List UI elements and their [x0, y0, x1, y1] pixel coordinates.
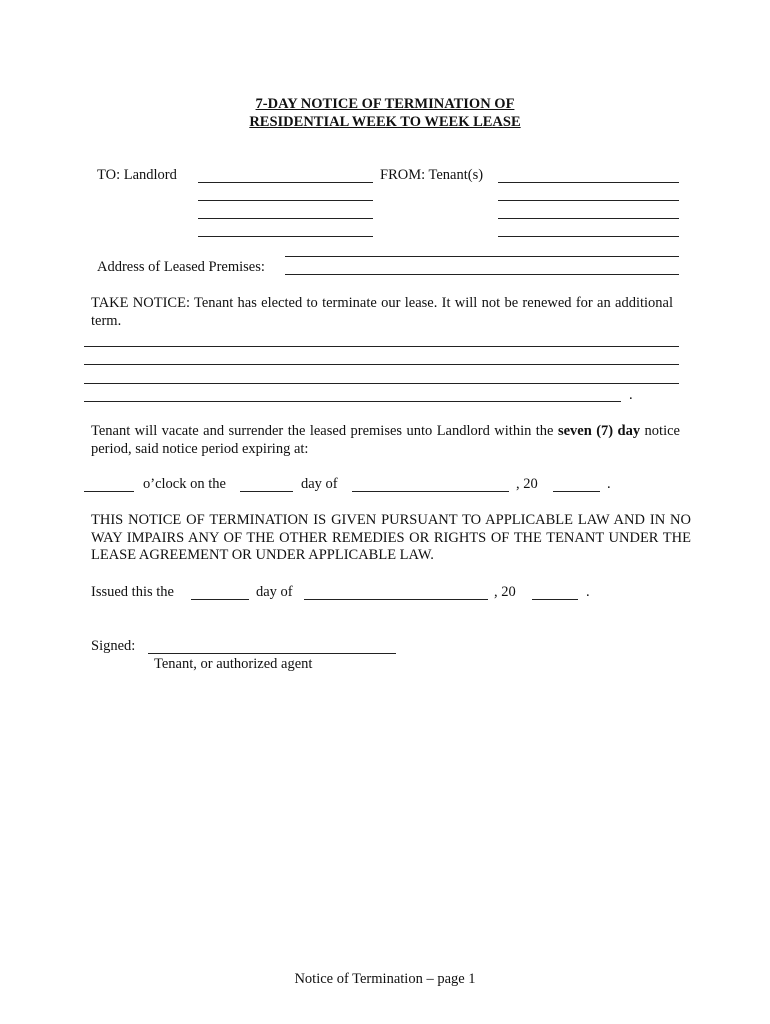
tenant-name-line-5[interactable] [285, 256, 679, 257]
address-label: Address of Leased Premises: [97, 259, 265, 275]
expiry-day-of-label: day of [301, 476, 338, 492]
page-footer: Notice of Termination – page 1 [294, 971, 476, 987]
tenant-name-line-3[interactable] [498, 218, 679, 219]
vacate-paragraph [91, 423, 680, 458]
notice-blank-line-1[interactable] [84, 346, 679, 347]
landlord-name-line-1[interactable] [198, 182, 373, 183]
signed-label: Signed: [91, 638, 136, 654]
expiry-year-line[interactable] [553, 491, 600, 492]
vacate-text-before: Tenant will vacate and surrender the leased premises unto Landlord within the [91, 423, 558, 439]
expiry-end-dot: . [607, 476, 611, 492]
document-title-line-2: RESIDENTIAL WEEK TO WEEK LEASE [249, 114, 521, 130]
issued-label: Issued this the [91, 584, 174, 600]
from-tenant-label: FROM: Tenant(s) [380, 167, 484, 183]
law-notice-paragraph: THIS NOTICE OF TERMINATION IS GIVEN PURSUANT TO APPLICABLE LAW AND IN NO WAY IMPAIRS ANY OF THE OTHER REMEDIES OR RIGHTS OF THE TENANT UNDER THE LEASE AGREEMENT OR UNDER APPLICABLE LAW. [91, 512, 691, 563]
signature-line[interactable] [148, 653, 396, 654]
signer-caption: Tenant, or authorized agent [154, 656, 313, 672]
to-landlord-label: TO: Landlord [97, 167, 177, 183]
issued-day-line[interactable] [191, 599, 249, 600]
expiry-hour-line[interactable] [84, 491, 134, 492]
tenant-name-line-1[interactable] [498, 182, 679, 183]
tenant-name-line-4[interactable] [498, 236, 679, 237]
expiry-year-prefix: , 20 [516, 476, 538, 492]
issued-year-prefix: , 20 [494, 584, 516, 600]
document-title-line-1: 7-DAY NOTICE OF TERMINATION OF [255, 96, 515, 112]
issued-end-dot: . [586, 584, 590, 600]
notice-blank-line-2[interactable] [84, 364, 679, 365]
notice-period-dot: . [629, 387, 633, 403]
vacate-text-after: notice period, said notice period expiring at: [91, 423, 680, 457]
expiry-month-line[interactable] [352, 491, 509, 492]
expiry-oclock-label: o’clock on the [143, 476, 226, 492]
issued-month-line[interactable] [304, 599, 488, 600]
address-line[interactable] [285, 274, 679, 275]
landlord-name-line-4[interactable] [198, 236, 373, 237]
expiry-day-line[interactable] [240, 491, 293, 492]
notice-blank-line-3[interactable] [84, 383, 679, 384]
issued-day-of-label: day of [256, 584, 293, 600]
issued-year-line[interactable] [532, 599, 578, 600]
vacate-bold-period: seven (7) day [557, 423, 641, 439]
take-notice-paragraph: TAKE NOTICE: Tenant has elected to terminate our lease. It will not be renewed for an additional term. [91, 295, 673, 329]
tenant-name-line-2[interactable] [498, 200, 679, 201]
notice-blank-line-4[interactable] [84, 401, 621, 402]
landlord-name-line-3[interactable] [198, 218, 373, 219]
landlord-name-line-2[interactable] [198, 200, 373, 201]
